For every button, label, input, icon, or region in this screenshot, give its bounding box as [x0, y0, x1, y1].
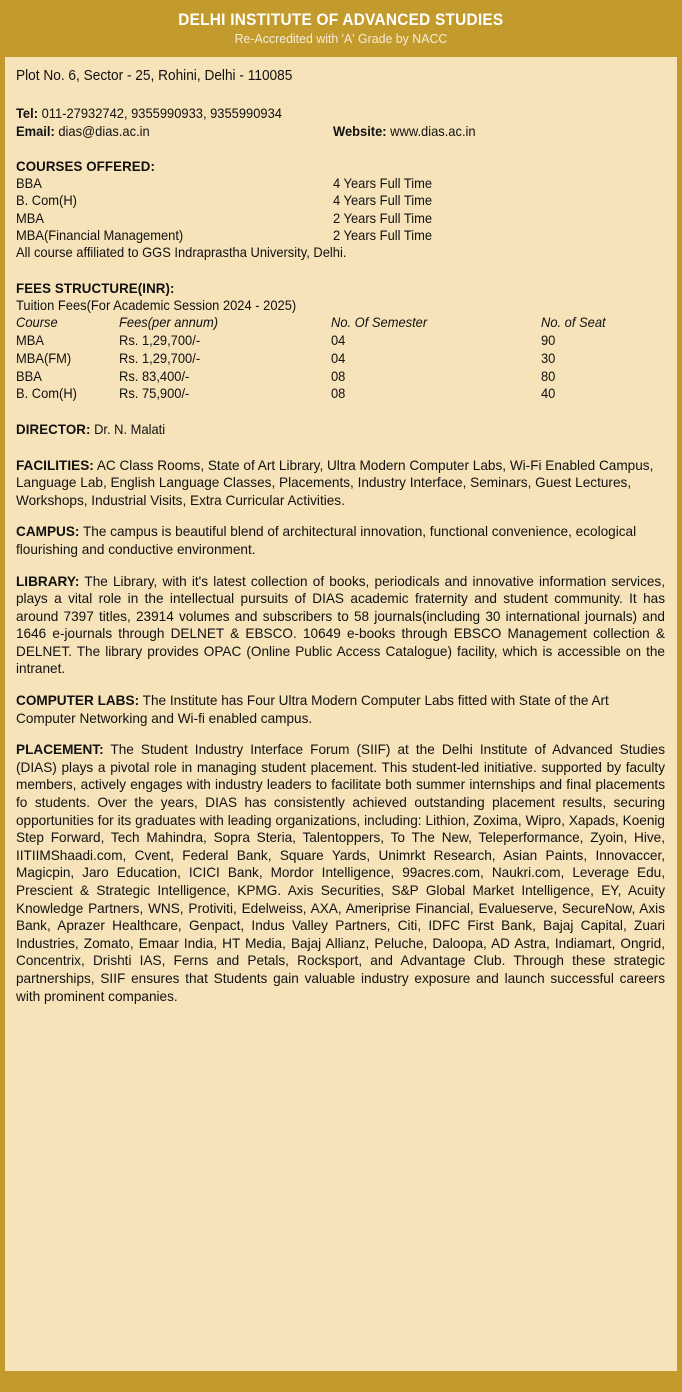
courses-heading: COURSES OFFERED: — [16, 157, 155, 174]
table-row — [16, 332, 665, 350]
cell-course: MBA(FM) — [16, 350, 72, 366]
fees-heading: FEES STRUCTURE(INR): — [16, 279, 175, 296]
cell-seats: 80 — [541, 368, 556, 384]
course-row — [16, 175, 665, 192]
course-duration: 4 Years Full Time — [333, 193, 433, 209]
telephone-line — [16, 105, 633, 122]
column-header-semester: No. Of Semester — [331, 315, 428, 331]
director-label: DIRECTOR: — [16, 421, 91, 438]
email-label: Email: — [16, 123, 55, 139]
computer-labs-section — [16, 692, 665, 727]
director-line — [16, 421, 633, 438]
fees-table — [16, 314, 665, 403]
cell-fees: Rs. 83,400/- — [119, 368, 190, 384]
course-row — [16, 192, 665, 209]
computer-labs-value: The Institute has Four Ultra Modern Computer Labs fitted with State of the Art Computer Networking and Wi-fi enabled campus. — [16, 693, 609, 726]
library-section — [16, 573, 665, 679]
email-website-line — [16, 123, 665, 140]
course-name: MBA — [16, 210, 44, 226]
course-row — [16, 210, 665, 227]
course-duration: 2 Years Full Time — [333, 228, 433, 244]
cell-course: MBA — [16, 333, 44, 349]
course-name: B. Com(H) — [16, 193, 77, 209]
email-value: dias@dias.ac.in — [58, 123, 150, 139]
fees-subheading: Tuition Fees(For Academic Session 2024 - 2025) — [16, 297, 297, 313]
facilities-label: FACILITIES: — [16, 457, 94, 473]
course-name: BBA — [16, 176, 42, 192]
telephone-label: Tel: — [16, 106, 39, 122]
director-value: Dr. N. Malati — [94, 422, 166, 438]
library-value: The Library, with it's latest collection of books, periodicals and innovative information services, plays a vital role in the intellectual pursuits of DIAS academic fraternity and student community. It has around 7397 titles, 23914 volumes and subscribers to 58 journals(including 30 international journals) and 1646 e-journals through DELNET & EBSCO. 10649 e-books through EBSCO Management collection & DELNET. The library provides OPAC (Online Public Access Catalogue) facility, which is accessible on the intranet. — [16, 573, 666, 677]
website-value: www.dias.ac.in — [390, 123, 476, 139]
cell-seats: 40 — [541, 386, 556, 402]
cell-semester: 04 — [331, 350, 346, 366]
course-duration: 2 Years Full Time — [333, 210, 433, 226]
cell-course: BBA — [16, 368, 42, 384]
facilities-section — [16, 457, 665, 510]
table-header-row — [16, 314, 665, 332]
cell-fees: Rs. 1,29,700/- — [119, 333, 201, 349]
website-block — [333, 123, 648, 140]
facilities-value: AC Class Rooms, State of Art Library, Ultra Modern Computer Labs, Wi-Fi Enabled Campus, Language Lab, English Language Classes, Placements, Industry Interface, Seminars, Guest Lectures, Workshops, Industrial Visits, Extra Curricular Activities. — [16, 457, 654, 508]
campus-value: The campus is beautiful blend of architectural innovation, functional convenience, ecological flourishing and conductive environment. — [16, 524, 637, 557]
accreditation-subtitle: Re-Accredited with 'A' Grade by NACC — [234, 31, 448, 47]
telephone-value: 011-27932742, 9355990933, 9355990934 — [41, 106, 282, 122]
cell-semester: 08 — [331, 386, 346, 402]
table-row — [16, 385, 665, 403]
campus-section — [16, 523, 665, 558]
course-duration: 4 Years Full Time — [333, 176, 433, 192]
computer-labs-label: COMPUTER LABS: — [16, 693, 140, 709]
cell-course: B. Com(H) — [16, 386, 77, 402]
website-label: Website: — [333, 123, 387, 139]
cell-seats: 90 — [541, 333, 556, 349]
email-block — [16, 123, 317, 140]
table-row — [16, 350, 665, 368]
course-row — [16, 227, 665, 244]
column-header-fees: Fees(per annum) — [119, 315, 219, 331]
placement-label: PLACEMENT: — [16, 742, 104, 758]
column-header-seats: No. of Seat — [541, 315, 606, 331]
placement-value: The Student Industry Interface Forum (SIIF) at the Delhi Institute of Advanced Studies (DIAS) plays a pivotal role in managing student placement. This student-led initiative. supported by faculty members, actively engages with industry leaders to facilitate both summer internships and final placements fo students. Over the years, DIAS has consistently achieved outstanding placement results, securing opportunities for its graduates with leading organizations, including: Lithion, Zoxima, Wipro, Xapads, Koenig Step Forward, Tech Mahindra, Sopra Steria, Talentoppers, To The New, Teleperformance, Zyoin, Hive, IITIIMShaadi.com, Cvent, Federal Bank, Square Yards, Unimrkt Research, Asian Paints, Innovaccer, Magicpin, Jaro Education, ICICI Bank, Mordor Intelligence, 99acres.com, Naukri.com, Leverage Edu, Prescient & Strategic Intelligence, KPMG. Axis Securities, S&P Global Market Intelligence, EY, Acuity Knowledge Partners, WNS, Protiviti, Edelweiss, AXA, Ameriprise Financial, Evalueserve, SecureNow, Axis Bank, Aprazer Healthcare, Genpact, Indus Valley Partners, Citi, IDFC First Bank, Bajaj Capital, Zuari Industries, Zomato, Emaar India, HT Media, Bajaj Allianz, Peluche, Daloopa, AD Astra, Indiamart, Ongrid, Concentrix, Drishti IAS, Ferns and Petals, Rocksport, and Advantage Club. Through these strategic partnerships, SIIF ensures that Students gain valuable industry exposure and launch successful careers with prominent companies. — [16, 742, 665, 1004]
table-row — [16, 368, 665, 386]
cell-fees: Rs. 75,900/- — [119, 386, 190, 402]
cell-semester: 08 — [331, 368, 346, 384]
column-header-course: Course — [16, 315, 58, 331]
campus-label: CAMPUS: — [16, 524, 80, 540]
cell-seats: 30 — [541, 350, 556, 366]
course-name: MBA(Financial Management) — [16, 228, 184, 244]
cell-fees: Rs. 1,29,700/- — [119, 350, 201, 366]
document-body — [5, 57, 677, 1005]
library-label: LIBRARY: — [16, 573, 80, 589]
cell-semester: 04 — [331, 333, 346, 349]
placement-section — [16, 741, 665, 1005]
course-affiliation: All course affiliated to GGS Indraprastha University, Delhi. — [16, 245, 347, 261]
page-title: DELHI INSTITUTE OF ADVANCED STUDIES — [178, 11, 504, 30]
footer-band — [0, 1371, 682, 1392]
address-line: Plot No. 6, Sector - 25, Rohini, Delhi - 110085 — [16, 68, 293, 84]
header-band — [0, 0, 682, 57]
